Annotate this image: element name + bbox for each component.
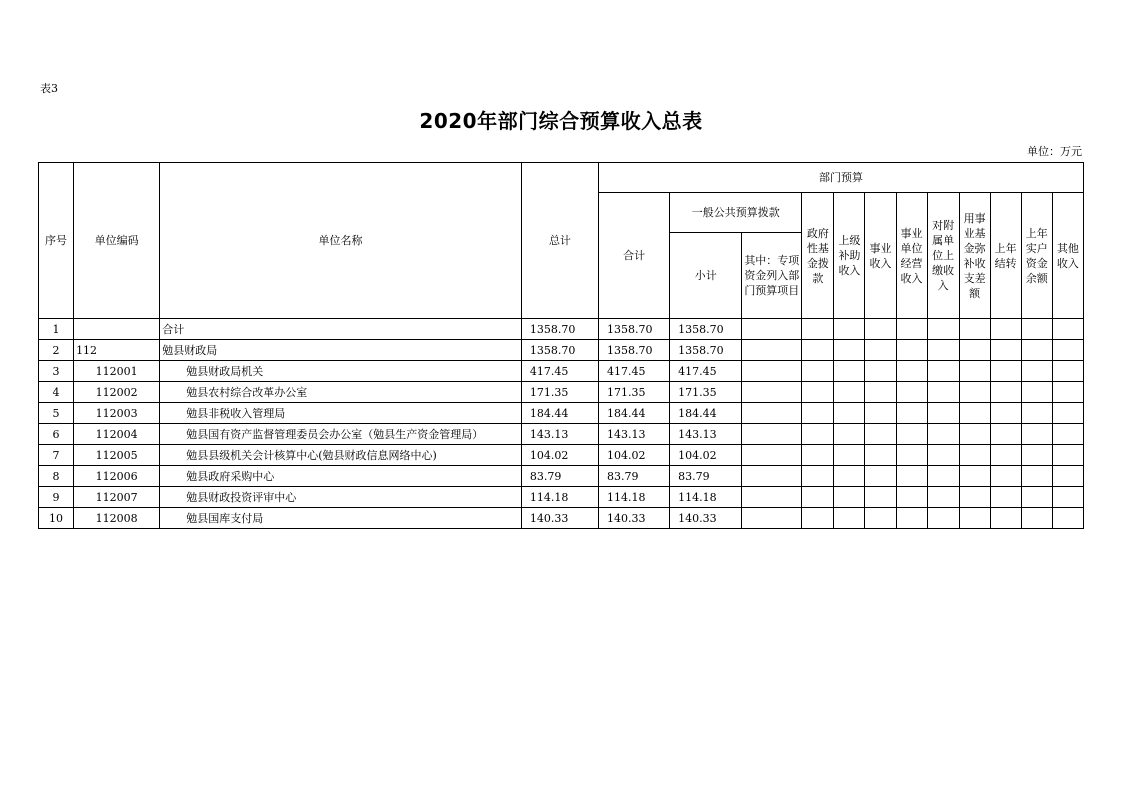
row-empty-cell xyxy=(865,382,896,403)
row-heji: 184.44 xyxy=(599,403,670,424)
row-empty-cell xyxy=(834,487,865,508)
row-empty-cell xyxy=(990,403,1021,424)
row-xiaoji: 83.79 xyxy=(670,466,742,487)
row-empty-cell xyxy=(959,340,990,361)
row-xiaoji: 114.18 xyxy=(670,487,742,508)
row-seq: 9 xyxy=(39,487,74,508)
row-empty-cell xyxy=(865,466,896,487)
row-empty-cell xyxy=(927,487,959,508)
row-name: 勉县非税收入管理局 xyxy=(160,403,522,424)
row-empty-cell xyxy=(927,424,959,445)
row-empty-cell xyxy=(742,487,802,508)
row-empty-cell xyxy=(896,445,927,466)
row-seq: 8 xyxy=(39,466,74,487)
row-heji: 417.45 xyxy=(599,361,670,382)
row-total: 1358.70 xyxy=(521,319,598,340)
row-empty-cell xyxy=(802,319,834,340)
header-dept-budget: 部门预算 xyxy=(599,163,1084,193)
row-name: 勉县国有资产监督管理委员会办公室（勉县生产资金管理局） xyxy=(160,424,522,445)
row-name: 合计 xyxy=(160,319,522,340)
row-empty-cell xyxy=(1052,445,1083,466)
header-general-public: 一般公共预算拨款 xyxy=(670,193,802,233)
table-row xyxy=(39,382,1084,403)
row-total: 114.18 xyxy=(521,487,598,508)
header-special-funds: 其中：专项资金列入部门预算项目 xyxy=(742,233,802,319)
row-empty-cell xyxy=(1021,466,1052,487)
row-total: 140.33 xyxy=(521,508,598,529)
row-name: 勉县县级机关会计核算中心(勉县财政信息网络中心) xyxy=(160,445,522,466)
row-empty-cell xyxy=(742,508,802,529)
row-seq: 4 xyxy=(39,382,74,403)
row-name: 勉县财政局机关 xyxy=(160,361,522,382)
row-total: 104.02 xyxy=(521,445,598,466)
row-empty-cell xyxy=(802,403,834,424)
row-total: 83.79 xyxy=(521,466,598,487)
header-business-operation: 事业单位经营收入 xyxy=(896,193,927,319)
row-seq: 10 xyxy=(39,508,74,529)
row-name: 勉县财政投资评审中心 xyxy=(160,487,522,508)
row-xiaoji: 104.02 xyxy=(670,445,742,466)
row-empty-cell xyxy=(865,487,896,508)
row-empty-cell xyxy=(802,508,834,529)
row-empty-cell xyxy=(896,466,927,487)
row-code: 112005 xyxy=(74,445,160,466)
table-row xyxy=(39,361,1084,382)
row-total: 184.44 xyxy=(521,403,598,424)
row-empty-cell xyxy=(1021,445,1052,466)
row-code: 112008 xyxy=(74,508,160,529)
row-empty-cell xyxy=(959,382,990,403)
row-empty-cell xyxy=(990,466,1021,487)
header-name: 单位名称 xyxy=(160,163,522,319)
row-empty-cell xyxy=(742,445,802,466)
row-empty-cell xyxy=(896,424,927,445)
row-heji: 114.18 xyxy=(599,487,670,508)
row-empty-cell xyxy=(927,466,959,487)
row-empty-cell xyxy=(896,340,927,361)
row-name: 勉县政府采购中心 xyxy=(160,466,522,487)
row-code: 112 xyxy=(74,340,160,361)
row-empty-cell xyxy=(896,382,927,403)
row-empty-cell xyxy=(834,403,865,424)
row-empty-cell xyxy=(990,340,1021,361)
row-empty-cell xyxy=(834,424,865,445)
row-empty-cell xyxy=(990,361,1021,382)
row-empty-cell xyxy=(927,403,959,424)
row-empty-cell xyxy=(742,340,802,361)
row-empty-cell xyxy=(927,508,959,529)
header-affiliated-income: 对附属单位上缴收入 xyxy=(927,193,959,319)
row-empty-cell xyxy=(927,361,959,382)
row-empty-cell xyxy=(1052,319,1083,340)
row-heji: 83.79 xyxy=(599,466,670,487)
header-gov-fund: 政府性基金拨款 xyxy=(802,193,834,319)
row-heji: 104.02 xyxy=(599,445,670,466)
row-xiaoji: 417.45 xyxy=(670,361,742,382)
row-empty-cell xyxy=(834,466,865,487)
row-empty-cell xyxy=(1052,508,1083,529)
table-row xyxy=(39,424,1084,445)
row-empty-cell xyxy=(896,487,927,508)
row-code: 112006 xyxy=(74,466,160,487)
page-title: 2020年部门综合预算收入总表 xyxy=(419,109,703,133)
table-row xyxy=(39,340,1084,361)
row-code: 112003 xyxy=(74,403,160,424)
row-empty-cell xyxy=(865,424,896,445)
row-empty-cell xyxy=(927,445,959,466)
budget-table xyxy=(38,162,1084,529)
row-empty-cell xyxy=(742,466,802,487)
row-empty-cell xyxy=(959,508,990,529)
row-empty-cell xyxy=(959,487,990,508)
row-empty-cell xyxy=(959,403,990,424)
row-xiaoji: 140.33 xyxy=(670,508,742,529)
row-empty-cell xyxy=(834,445,865,466)
unit-label: 单位：万元 xyxy=(1027,145,1082,158)
row-xiaoji: 143.13 xyxy=(670,424,742,445)
row-empty-cell xyxy=(959,445,990,466)
row-empty-cell xyxy=(802,361,834,382)
row-total: 417.45 xyxy=(521,361,598,382)
header-heji: 合计 xyxy=(599,193,670,319)
row-empty-cell xyxy=(865,445,896,466)
table-row xyxy=(39,487,1084,508)
row-heji: 1358.70 xyxy=(599,319,670,340)
row-code: 112001 xyxy=(74,361,160,382)
row-heji: 1358.70 xyxy=(599,340,670,361)
header-last-year-balance: 上年实户资金余额 xyxy=(1021,193,1052,319)
row-empty-cell xyxy=(1052,361,1083,382)
row-empty-cell xyxy=(1052,340,1083,361)
row-code xyxy=(74,319,160,340)
row-name: 勉县财政局 xyxy=(160,340,522,361)
row-empty-cell xyxy=(927,382,959,403)
table-row xyxy=(39,508,1084,529)
row-total: 171.35 xyxy=(521,382,598,403)
row-empty-cell xyxy=(1052,424,1083,445)
row-heji: 171.35 xyxy=(599,382,670,403)
row-empty-cell xyxy=(1052,382,1083,403)
row-code: 112004 xyxy=(74,424,160,445)
row-empty-cell xyxy=(896,403,927,424)
row-empty-cell xyxy=(927,340,959,361)
table-row xyxy=(39,445,1084,466)
row-empty-cell xyxy=(1052,403,1083,424)
header-business-income: 事业收入 xyxy=(865,193,896,319)
row-empty-cell xyxy=(802,445,834,466)
header-superior-subsidy: 上级补助收入 xyxy=(834,193,865,319)
row-empty-cell xyxy=(742,319,802,340)
row-empty-cell xyxy=(1021,319,1052,340)
row-seq: 2 xyxy=(39,340,74,361)
row-heji: 140.33 xyxy=(599,508,670,529)
row-empty-cell xyxy=(990,508,1021,529)
row-empty-cell xyxy=(990,445,1021,466)
row-empty-cell xyxy=(990,424,1021,445)
row-empty-cell xyxy=(896,508,927,529)
row-heji: 143.13 xyxy=(599,424,670,445)
header-last-year-carryover: 上年结转 xyxy=(990,193,1021,319)
row-empty-cell xyxy=(742,424,802,445)
row-empty-cell xyxy=(1021,340,1052,361)
row-empty-cell xyxy=(896,361,927,382)
row-empty-cell xyxy=(927,319,959,340)
row-empty-cell xyxy=(990,487,1021,508)
row-seq: 6 xyxy=(39,424,74,445)
row-xiaoji: 1358.70 xyxy=(670,319,742,340)
row-empty-cell xyxy=(865,340,896,361)
row-empty-cell xyxy=(1021,403,1052,424)
row-name: 勉县农村综合改革办公室 xyxy=(160,382,522,403)
row-empty-cell xyxy=(1021,424,1052,445)
row-empty-cell xyxy=(990,382,1021,403)
row-empty-cell xyxy=(834,508,865,529)
row-empty-cell xyxy=(865,508,896,529)
row-empty-cell xyxy=(742,361,802,382)
header-reserve-fund: 用事业基金弥补收支差额 xyxy=(959,193,990,319)
row-empty-cell xyxy=(802,466,834,487)
row-empty-cell xyxy=(1021,361,1052,382)
row-empty-cell xyxy=(959,466,990,487)
row-empty-cell xyxy=(742,403,802,424)
row-seq: 7 xyxy=(39,445,74,466)
row-empty-cell xyxy=(742,382,802,403)
row-empty-cell xyxy=(865,319,896,340)
table-row xyxy=(39,319,1084,340)
row-xiaoji: 184.44 xyxy=(670,403,742,424)
row-empty-cell xyxy=(959,424,990,445)
row-seq: 5 xyxy=(39,403,74,424)
row-seq: 3 xyxy=(39,361,74,382)
header-seq: 序号 xyxy=(39,163,74,319)
table-row xyxy=(39,403,1084,424)
row-name: 勉县国库支付局 xyxy=(160,508,522,529)
row-empty-cell xyxy=(1021,382,1052,403)
row-empty-cell xyxy=(802,340,834,361)
row-empty-cell xyxy=(865,361,896,382)
table-label: 表3 xyxy=(40,82,58,95)
row-code: 112002 xyxy=(74,382,160,403)
row-code: 112007 xyxy=(74,487,160,508)
row-xiaoji: 1358.70 xyxy=(670,340,742,361)
row-empty-cell xyxy=(990,319,1021,340)
row-empty-cell xyxy=(802,424,834,445)
row-total: 1358.70 xyxy=(521,340,598,361)
header-code: 单位编码 xyxy=(74,163,160,319)
row-empty-cell xyxy=(802,487,834,508)
row-empty-cell xyxy=(834,382,865,403)
row-total: 143.13 xyxy=(521,424,598,445)
row-empty-cell xyxy=(865,403,896,424)
row-seq: 1 xyxy=(39,319,74,340)
row-empty-cell xyxy=(896,319,927,340)
row-empty-cell xyxy=(1052,466,1083,487)
row-empty-cell xyxy=(959,361,990,382)
header-other-income: 其他收入 xyxy=(1052,193,1083,319)
row-empty-cell xyxy=(802,382,834,403)
table-body xyxy=(39,319,1084,529)
header-total: 总计 xyxy=(521,163,598,319)
row-empty-cell xyxy=(1021,508,1052,529)
row-empty-cell xyxy=(834,361,865,382)
row-empty-cell xyxy=(1052,487,1083,508)
row-xiaoji: 171.35 xyxy=(670,382,742,403)
row-empty-cell xyxy=(959,319,990,340)
row-empty-cell xyxy=(834,340,865,361)
header-xiaoji: 小计 xyxy=(670,233,742,319)
row-empty-cell xyxy=(1021,487,1052,508)
table-row xyxy=(39,466,1084,487)
row-empty-cell xyxy=(834,319,865,340)
